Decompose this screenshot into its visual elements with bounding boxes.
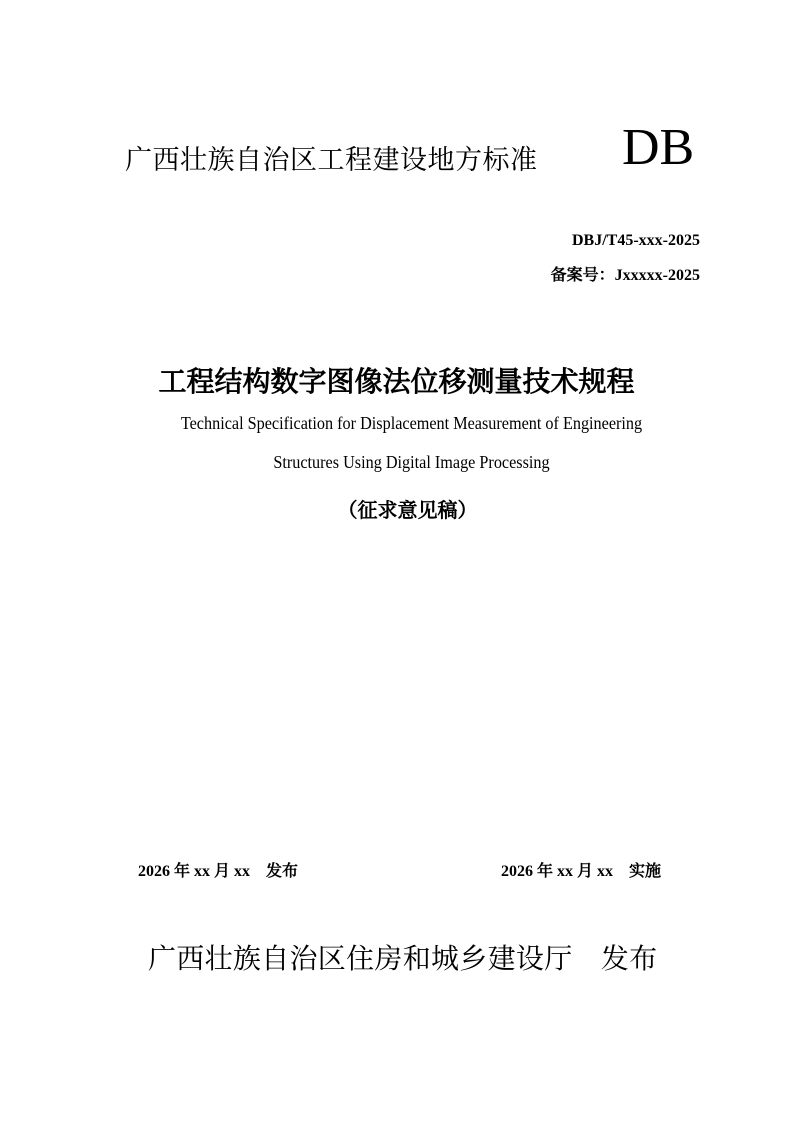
standard-mark: DB (622, 119, 695, 176)
draft-status: （征求意见稿） (337, 498, 478, 522)
english-title-line-1: Technical Specification for Displacement Measurement of Engineering (180, 413, 643, 433)
standard-code: DBJ/T45-xxx-2025 (572, 232, 700, 249)
publisher: 广西壮族自治区住房和城乡建设厅 发布 (148, 942, 658, 975)
issuer-name: 广西壮族自治区工程建设地方标准 (125, 145, 538, 176)
implement-date: 2026 年 xx 月 xx 实施 (501, 863, 662, 880)
english-title-line-2: Structures Using Digital Image Processing (273, 452, 550, 472)
publish-date: 2026 年 xx 月 xx 发布 (138, 863, 299, 880)
document-title: 工程结构数字图像法位移测量技术规程 (158, 365, 635, 398)
record-number: 备案号：Jxxxxx-2025 (550, 267, 700, 284)
